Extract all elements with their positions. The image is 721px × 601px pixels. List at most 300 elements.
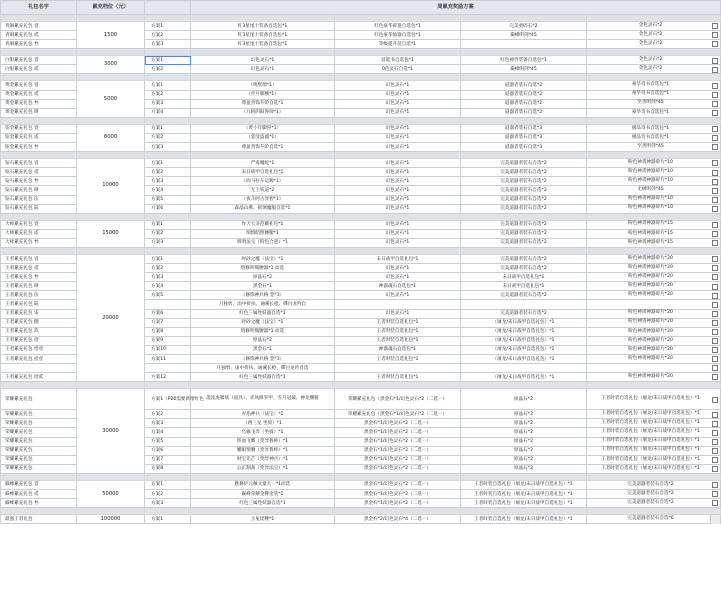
cell-reward-4[interactable]: 完美道器者装石自选*2: [587, 499, 721, 508]
cell-reward-4[interactable]: 完美道器者装石自选*6: [587, 515, 721, 524]
cell-package-name[interactable]: 钻石累充礼包 叁: [1, 177, 77, 186]
cell-reward-4[interactable]: 粉色神霄神器碎片*20: [587, 282, 721, 291]
cell-reward-3[interactable]: （屠龙/末日战甲自选礼包）*1: [461, 373, 587, 382]
separator-cell[interactable]: [1, 213, 77, 220]
separator-cell[interactable]: [461, 74, 587, 81]
separator-cell[interactable]: [461, 152, 587, 159]
cell-amount[interactable]: 50000: [77, 480, 145, 507]
cell-reward-4[interactable]: 王者时装自选礼包（屠龙/末日战甲自选礼包）*1: [587, 428, 721, 437]
cell-plan[interactable]: 方案3: [145, 499, 191, 508]
cell-plan[interactable]: 方案2: [145, 90, 191, 99]
separator-cell[interactable]: [191, 382, 335, 389]
cell-package-name[interactable]: 青铜累充礼包 壹: [1, 22, 77, 31]
cell-package-name[interactable]: 荣耀累充礼包: [1, 464, 77, 473]
cell-reward-2[interactable]: 幻色灵石*1: [335, 220, 461, 229]
checkbox[interactable]: [712, 92, 718, 98]
cell-package-name[interactable]: 王者累充礼包 陆: [1, 300, 77, 309]
separator-cell[interactable]: [587, 247, 721, 254]
cell-plan[interactable]: 方案1: [145, 515, 191, 524]
cell-reward-3[interactable]: 原晶石*2: [461, 389, 587, 410]
cell-reward-3[interactable]: （屠龙/末日战甲自选礼包）*1: [461, 336, 587, 345]
cell-reward-3[interactable]: 王者时装自选礼包（屠龙/末日战甲自选礼包）*1: [461, 515, 587, 524]
cell-plan[interactable]: 方案6: [145, 309, 191, 318]
cell-reward-2[interactable]: 末日战甲自选礼包*1: [335, 254, 461, 263]
separator-cell[interactable]: [191, 508, 335, 515]
cell-reward-4[interactable]: 王者时装自选礼包（屠龙/末日战甲自选礼包）*1: [587, 464, 721, 473]
cell-reward-1[interactable]: （修炼神兵格 金*1）: [191, 355, 335, 364]
cell-plan[interactable]: 方案2: [145, 264, 191, 273]
cell-reward-1[interactable]: 原晶石*2: [191, 273, 335, 282]
cell-reward-3[interactable]: 完美道器者装石自选*2: [461, 291, 587, 300]
checkbox[interactable]: [712, 160, 718, 166]
cell-reward-1[interactable]: 黑金石*1: [191, 282, 335, 291]
checkbox[interactable]: [712, 457, 718, 463]
separator-cell[interactable]: [145, 74, 191, 81]
cell-reward-2[interactable]: 黑金石*1/幻色灵石*2（二选一）: [335, 499, 461, 508]
separator-cell[interactable]: [191, 473, 335, 480]
cell-reward-4[interactable]: 粉色神霄神器碎片*20: [587, 264, 721, 273]
checkbox[interactable]: [712, 135, 718, 141]
cell-reward-4[interactable]: 粉色神霄神器碎片*10: [587, 204, 721, 213]
scrollbar-corner[interactable]: [710, 514, 720, 524]
checkbox[interactable]: [712, 430, 718, 436]
cell-plan[interactable]: 方案4: [145, 282, 191, 291]
cell-plan[interactable]: 方案6: [145, 446, 191, 455]
cell-reward-3[interactable]: 王者时装自选礼包（屠龙/末日战甲自选礼包）*1: [461, 490, 587, 499]
separator-cell[interactable]: [587, 382, 721, 389]
cell-reward-3[interactable]: 原晶石*2: [461, 419, 587, 428]
separator-cell[interactable]: [145, 15, 191, 22]
cell-package-name[interactable]: 王者累充礼包 伍: [1, 291, 77, 300]
cell-reward-1[interactable]: 明明法宝（粉色合意）*1: [191, 238, 335, 247]
cell-amount[interactable]: 3000: [77, 56, 145, 74]
cell-plan[interactable]: 方案5: [145, 195, 191, 204]
cell-reward-4[interactable]: 完美道器者装石自选*2: [587, 480, 721, 489]
separator-cell[interactable]: [587, 15, 721, 22]
cell-reward-1[interactable]: 无上妖道*2: [191, 186, 335, 195]
separator-cell[interactable]: [145, 247, 191, 254]
cell-reward-2[interactable]: 幻色灵石*1: [335, 177, 461, 186]
cell-reward-1[interactable]: 原晶石*2: [191, 336, 335, 345]
separator-cell[interactable]: [1, 152, 77, 159]
checkbox[interactable]: [712, 188, 718, 194]
cell-plan[interactable]: 方案2: [145, 490, 191, 499]
cell-reward-2[interactable]: 黑金石*1/幻色灵石*2（二选一）: [335, 419, 461, 428]
cell-reward-2[interactable]: 黑金石*1/幻色灵石*2（二选一）: [335, 490, 461, 499]
cell-reward-1[interactable]: （步月肺腰*1）: [191, 90, 335, 99]
cell-reward-3[interactable]: 完美道器者装石自选*2: [461, 186, 587, 195]
cell-plan[interactable]: 方案7: [145, 318, 191, 327]
separator-cell[interactable]: [191, 49, 335, 56]
cell-package-name[interactable]: 荣耀累充礼包: [1, 389, 77, 410]
cell-reward-1[interactable]: 财宝光芒（变异神兵）*1: [191, 455, 335, 464]
checkbox[interactable]: [712, 365, 718, 371]
cell-package-name[interactable]: 王者累充礼包 肆: [1, 282, 77, 291]
checkbox[interactable]: [712, 491, 718, 497]
cell-plan[interactable]: 方案1: [145, 480, 191, 489]
cell-reward-2[interactable]: 荣耀累充礼包（黑金石*1/幻色灵石*2（二选一）: [335, 410, 461, 419]
cell-package-name[interactable]: 铂金累充礼包 贰: [1, 133, 77, 142]
separator-cell[interactable]: [191, 152, 335, 159]
checkbox[interactable]: [712, 222, 718, 228]
cell-reward-4[interactable]: 王者时装自选礼包（屠龙/末日战甲自选礼包）*1: [587, 437, 721, 446]
separator-cell[interactable]: [77, 508, 145, 515]
cell-plan[interactable]: 方案3: [145, 177, 191, 186]
cell-package-name[interactable]: 最强王者礼包: [1, 515, 77, 524]
separator-cell[interactable]: [461, 213, 587, 220]
checkbox[interactable]: [712, 500, 718, 506]
cell-reward-4[interactable]: 粉色神霄神器碎片*15: [587, 220, 721, 229]
cell-reward-2[interactable]: 幻色灵石*1: [335, 204, 461, 213]
cell-package-name[interactable]: 钻石累充礼包 陆: [1, 204, 77, 213]
cell-reward-3[interactable]: 完美道器者装石自选*2: [461, 195, 587, 204]
cell-reward-1[interactable]: （而马拉车运嗨*1）: [191, 177, 335, 186]
cell-reward-2[interactable]: [335, 364, 461, 373]
cell-reward-4[interactable]: 至善明剑*45: [587, 99, 721, 108]
checkbox[interactable]: [712, 466, 718, 472]
cell-package-name[interactable]: 黄金累充礼包 贰: [1, 90, 77, 99]
cell-reward-4[interactable]: [587, 300, 721, 309]
cell-reward-2[interactable]: 0色灵石自选*1: [335, 65, 461, 74]
cell-reward-1[interactable]: 玉兔瑶腰*1: [191, 515, 335, 524]
cell-reward-3[interactable]: 原晶石*2: [461, 455, 587, 464]
checkbox[interactable]: [712, 374, 718, 380]
cell-reward-2[interactable]: 王者时装自选礼包*1: [335, 373, 461, 382]
cell-package-name[interactable]: 白银累充礼包 壹: [1, 56, 77, 65]
separator-cell[interactable]: [335, 247, 461, 254]
cell-reward-2[interactable]: 黑金石*1/幻色灵石*2（二选一）: [335, 428, 461, 437]
cell-reward-3[interactable]: 原晶石*2: [461, 464, 587, 473]
cell-reward-4[interactable]: 极品奇书自选包*1: [587, 133, 721, 142]
checkbox[interactable]: [712, 23, 718, 29]
separator-cell[interactable]: [461, 117, 587, 124]
cell-plan[interactable]: 方案4: [145, 108, 191, 117]
separator-cell[interactable]: [191, 213, 335, 220]
checkbox[interactable]: [712, 311, 718, 317]
separator-cell[interactable]: [587, 473, 721, 480]
checkbox[interactable]: [712, 240, 718, 246]
cell-reward-1[interactable]: 熔修明熊腰器*1 而选: [191, 327, 335, 336]
cell-reward-3[interactable]: 完美道器者装石自选*2: [461, 177, 587, 186]
cell-reward-4[interactable]: 豪华奇书自选包*1: [587, 81, 721, 90]
cell-reward-2[interactable]: 幻色灵石*1: [335, 309, 461, 318]
cell-plan[interactable]: 方案5: [145, 437, 191, 446]
cell-package-name[interactable]: 青铜累充礼包 贰: [1, 31, 77, 40]
separator-cell[interactable]: [145, 117, 191, 124]
separator-cell[interactable]: [77, 117, 145, 124]
cell-reward-4[interactable]: 粉色神霄神器碎片*10: [587, 177, 721, 186]
cell-plan[interactable]: 方案4: [145, 428, 191, 437]
cell-reward-1[interactable]: 混沌虎啸妖（道具）、赤风修罗甲、雪月冠披、神龙腰履: [191, 389, 335, 410]
cell-reward-2[interactable]: 幻色灵石*1: [335, 168, 461, 177]
cell-reward-2[interactable]: 幻色灵石*1: [335, 90, 461, 99]
cell-reward-1[interactable]: （九转阴阳鲁师*1）: [191, 108, 335, 117]
cell-reward-2[interactable]: 幻色灵石*1: [335, 238, 461, 247]
cell-reward-3[interactable]: 完美道器者装石自选*2: [461, 159, 587, 168]
cell-reward-2[interactable]: 幻色灵石*1: [335, 159, 461, 168]
cell-reward-2[interactable]: 王者时装自选礼包*1: [335, 327, 461, 336]
cell-plan[interactable]: 方案2: [145, 168, 191, 177]
cell-reward-3[interactable]: 完美道器者装石自选*2: [461, 309, 587, 318]
separator-cell[interactable]: [335, 152, 461, 159]
cell-package-name[interactable]: 巅峰累充礼包 叁: [1, 499, 77, 508]
cell-reward-4[interactable]: 豪华奇书自选包*1: [587, 90, 721, 99]
checkbox[interactable]: [712, 293, 718, 299]
cell-plan[interactable]: 方案3: [145, 143, 191, 152]
cell-plan[interactable]: 方案2: [145, 410, 191, 419]
cell-reward-3[interactable]: 王者时装自选礼包（屠龙/末日战甲自选礼包）*1: [461, 499, 587, 508]
cell-reward-1[interactable]: 幻色灵石*1: [191, 65, 335, 74]
cell-package-name[interactable]: 荣耀累充礼包: [1, 446, 77, 455]
separator-cell[interactable]: [1, 74, 77, 81]
cell-reward-4[interactable]: 粉色神霄神器碎片*10: [587, 168, 721, 177]
separator-cell[interactable]: [145, 382, 191, 389]
cell-reward-2[interactable]: 黑金石*1/幻色灵石*2（二选一）: [335, 446, 461, 455]
cell-reward-3[interactable]: 原晶石*2: [461, 446, 587, 455]
cell-reward-2[interactable]: 幻色灵石*1: [335, 229, 461, 238]
checkbox[interactable]: [712, 274, 718, 280]
separator-cell[interactable]: [1, 382, 77, 389]
cell-plan[interactable]: 方案2: [145, 31, 191, 40]
cell-reward-4[interactable]: 至善明剑*45: [587, 143, 721, 152]
cell-reward-2[interactable]: 神器魂石自选包*1: [335, 345, 461, 354]
cell-reward-1[interactable]: 月独剪、雨中折扶、通溪长枪、碟目龙吟自选: [191, 364, 335, 373]
separator-cell[interactable]: [145, 49, 191, 56]
separator-cell[interactable]: [587, 117, 721, 124]
cell-reward-1[interactable]: 末日战甲自选礼包*1: [191, 168, 335, 177]
cell-reward-2[interactable]: 等级提升苗自选*1: [335, 40, 461, 49]
cell-package-name[interactable]: 钻石累充礼包 贰: [1, 168, 77, 177]
separator-cell[interactable]: [587, 152, 721, 159]
cell-package-name[interactable]: 王者累充礼包 壹: [1, 254, 77, 263]
cell-package-name[interactable]: 荣耀累充礼包: [1, 428, 77, 437]
cell-reward-3[interactable]: 末日战甲自选礼包*1: [461, 282, 587, 291]
cell-package-name[interactable]: 王者累充礼包 拾贰: [1, 373, 77, 382]
cell-reward-4[interactable]: 粉色神霄神器碎片*10: [587, 159, 721, 168]
cell-reward-2[interactable]: 幻色灵石*1: [335, 143, 461, 152]
cell-reward-1[interactable]: 跌修炉元佩文童大一*1而选: [191, 480, 335, 489]
cell-reward-1[interactable]: 时砂之魔（法宝）*1: [191, 318, 335, 327]
checkbox[interactable]: [712, 448, 718, 454]
cell-reward-3[interactable]: （屠龙/末日战甲自选礼包）*1: [461, 355, 587, 364]
checkbox[interactable]: [712, 197, 718, 203]
separator-cell[interactable]: [587, 49, 721, 56]
separator-cell[interactable]: [77, 74, 145, 81]
header-name[interactable]: 礼包名字: [1, 1, 77, 15]
cell-reward-1[interactable]: 黑金石*1: [191, 345, 335, 354]
cell-package-name[interactable]: 荣耀累充礼包: [1, 455, 77, 464]
separator-cell[interactable]: [461, 508, 587, 515]
cell-reward-4[interactable]: 完美道器者装石自选*2: [587, 490, 721, 499]
cell-reward-2[interactable]: 黑金石*2/幻色灵石*4（二选一）: [335, 515, 461, 524]
cell-reward-1[interactable]: 乌骓飞奔（坐骑）*1: [191, 428, 335, 437]
cell-reward-3[interactable]: 红色神兽装备自选包*1: [461, 56, 587, 65]
checkbox[interactable]: [712, 256, 718, 262]
separator-cell[interactable]: [77, 473, 145, 480]
cell-reward-1[interactable]: （修炼神兵格 金*1）: [191, 291, 335, 300]
cell-package-name[interactable]: 钻石累充礼包 伍: [1, 195, 77, 204]
cell-plan[interactable]: 方案1: [145, 254, 191, 263]
cell-amount[interactable]: 15000: [77, 220, 145, 247]
cell-package-name[interactable]: [1, 364, 77, 373]
cell-plan[interactable]: 方案3: [145, 99, 191, 108]
separator-cell[interactable]: [461, 49, 587, 56]
checkbox[interactable]: [712, 439, 718, 445]
cell-package-name[interactable]: 王者累充礼包 拾壹: [1, 345, 77, 354]
checkbox[interactable]: [712, 83, 718, 89]
checkbox[interactable]: [712, 421, 718, 427]
separator-cell[interactable]: [335, 473, 461, 480]
cell-reward-3[interactable]: 巅峰明剑*45: [461, 31, 587, 40]
cell-reward-4[interactable]: 金色灵石*2: [587, 65, 721, 74]
cell-reward-3[interactable]: （屠龙/末日战甲自选礼包）*1: [461, 345, 587, 354]
separator-cell[interactable]: [145, 152, 191, 159]
cell-package-name[interactable]: 荣耀累充礼包: [1, 437, 77, 446]
cell-package-name[interactable]: 荣耀累充礼包: [1, 419, 77, 428]
cell-plan[interactable]: 方案3: [145, 238, 191, 247]
cell-package-name[interactable]: 王者累充礼包 玖: [1, 327, 77, 336]
cell-plan[interactable]: 方案1（P20需要新增红色: [145, 389, 191, 410]
cell-plan[interactable]: 方案5: [145, 291, 191, 300]
cell-package-name[interactable]: 王者累充礼包 拾: [1, 336, 77, 345]
cell-reward-3[interactable]: 道器者装石自选*3: [461, 133, 587, 142]
cell-reward-2[interactable]: 幻色灵石*1: [335, 81, 461, 90]
header-plan[interactable]: [145, 1, 191, 15]
cell-reward-1[interactable]: 赤焰神兵（法宝）*1: [191, 410, 335, 419]
cell-reward-1[interactable]: 作天大圣范耀礼包*1: [191, 220, 335, 229]
cell-reward-4[interactable]: 粉色神霄神器碎片*20: [587, 309, 721, 318]
cell-plan[interactable]: 方案2: [145, 133, 191, 142]
checkbox[interactable]: [712, 412, 718, 418]
cell-package-name[interactable]: 王者累充礼包 柒: [1, 309, 77, 318]
cell-reward-3[interactable]: 完美道器者装石自选*2: [461, 220, 587, 229]
cell-amount[interactable]: 100000: [77, 515, 145, 524]
cell-reward-4[interactable]: 金色灵石*2: [587, 31, 721, 40]
cell-reward-1[interactable]: 时砂之魔（法宝）*1: [191, 254, 335, 263]
cell-package-name[interactable]: 钻石累充礼包 肆: [1, 186, 77, 195]
cell-reward-2[interactable]: 红色豪华碎遗自选包*1: [335, 22, 461, 31]
checkbox[interactable]: [712, 101, 718, 107]
checkbox[interactable]: [712, 329, 718, 335]
cell-amount[interactable]: 30000: [77, 389, 145, 474]
checkbox[interactable]: [712, 170, 718, 176]
checkbox[interactable]: [712, 67, 718, 73]
cell-reward-3[interactable]: 完美道器者装石自选*2: [461, 238, 587, 247]
cell-package-name[interactable]: 王者累充礼包 贰: [1, 264, 77, 273]
checkbox[interactable]: [712, 320, 718, 326]
cell-reward-4[interactable]: 粉色神霄神器碎片*20: [587, 355, 721, 364]
separator-cell[interactable]: [335, 74, 461, 81]
cell-reward-2[interactable]: 幻色灵石*1: [335, 264, 461, 273]
separator-cell[interactable]: [587, 74, 721, 81]
cell-plan[interactable]: 方案1: [145, 81, 191, 90]
cell-reward-4[interactable]: 王者时装自选礼包（屠龙/末日战甲自选礼包）*1: [587, 389, 721, 410]
checkbox[interactable]: [712, 144, 718, 150]
cell-package-name[interactable]: 黄金累充礼包 壹: [1, 81, 77, 90]
checkbox[interactable]: [712, 206, 718, 212]
separator-cell[interactable]: [77, 15, 145, 22]
cell-package-name[interactable]: 巅峰累充礼包 壹: [1, 480, 77, 489]
cell-reward-2[interactable]: 黑金石*1/幻色灵石*2（二选一）: [335, 480, 461, 489]
cell-reward-2[interactable]: 黑金石*1/幻色灵石*2（二选一）: [335, 464, 461, 473]
cell-reward-3[interactable]: 完美重碎石*2: [461, 22, 587, 31]
cell-reward-1[interactable]: 红色三属性妖器自选*1: [191, 309, 335, 318]
cell-reward-1[interactable]: （恶受盗器*1）: [191, 133, 335, 142]
checkbox[interactable]: [712, 347, 718, 353]
checkbox[interactable]: [712, 58, 718, 64]
separator-cell[interactable]: [77, 152, 145, 159]
cell-package-name[interactable]: 铂金累充礼包 叁: [1, 143, 77, 152]
cell-reward-1[interactable]: 月独剪、雨中折扶、通溪长枪、碟目龙吟自: [191, 300, 335, 309]
cell-reward-2[interactable]: 幻色灵石*1: [335, 195, 461, 204]
cell-plan[interactable]: 方案6: [145, 204, 191, 213]
cell-reward-1[interactable]: 睡眼瑞腰（变异鲁师）*1: [191, 446, 335, 455]
cell-plan[interactable]: 方案1: [145, 56, 191, 65]
cell-reward-4[interactable]: 王者时装自选礼包（屠龙/末日战甲自选礼包）*1: [587, 419, 721, 428]
cell-package-name[interactable]: 王者累充礼包 拾壹: [1, 355, 77, 364]
checkbox[interactable]: [712, 338, 718, 344]
separator-cell[interactable]: [1, 247, 77, 254]
cell-reward-1[interactable]: （鸣壁瑞*1）: [191, 81, 335, 90]
cell-reward-3[interactable]: 原晶石*2: [461, 437, 587, 446]
cell-package-name[interactable]: 钻石累充礼包 壹: [1, 159, 77, 168]
cell-amount[interactable]: 10000: [77, 159, 145, 214]
cell-reward-3[interactable]: 原晶石*2: [461, 410, 587, 419]
cell-reward-3[interactable]: [461, 40, 587, 49]
separator-cell[interactable]: [1, 508, 77, 515]
cell-amount[interactable]: 5000: [77, 81, 145, 117]
separator-cell[interactable]: [1, 15, 77, 22]
cell-reward-4[interactable]: 粉色神霄神器碎片*20: [587, 336, 721, 345]
separator-cell[interactable]: [335, 15, 461, 22]
separator-cell[interactable]: [587, 213, 721, 220]
cell-reward-1[interactable]: 红色三属性妖器自选*1: [191, 373, 335, 382]
cell-reward-2[interactable]: 幻色灵石*1: [335, 133, 461, 142]
checkbox[interactable]: [712, 302, 718, 308]
checkbox[interactable]: [712, 356, 718, 362]
cell-plan[interactable]: 方案3: [145, 40, 191, 49]
cell-reward-2[interactable]: 王者时装自选礼包*1: [335, 318, 461, 327]
cell-amount[interactable]: 20000: [77, 254, 145, 381]
cell-reward-3[interactable]: 末日战甲自选礼包*1: [461, 273, 587, 282]
cell-reward-4[interactable]: 豪华奇书自选包*1: [587, 108, 721, 117]
separator-cell[interactable]: [145, 213, 191, 220]
cell-plan[interactable]: 方案1: [145, 159, 191, 168]
cell-reward-1[interactable]: 巅峰荣耀金牌金装*1: [191, 490, 335, 499]
cell-plan[interactable]: 方案8: [145, 327, 191, 336]
cell-reward-4[interactable]: 金色灵石*2: [587, 56, 721, 65]
cell-reward-3[interactable]: 完美道器者装石自选*2: [461, 168, 587, 177]
separator-cell[interactable]: [1, 117, 77, 124]
cell-plan[interactable]: 方案4: [145, 186, 191, 195]
cell-reward-2[interactable]: [335, 300, 461, 309]
checkbox[interactable]: [712, 179, 718, 185]
cell-package-name[interactable]: 黄金累充礼包 肆: [1, 108, 77, 117]
cell-reward-4[interactable]: 粉色神霄神器碎片*20: [587, 373, 721, 382]
cell-reward-4[interactable]: 金色灵石*2: [587, 40, 721, 49]
cell-reward-3[interactable]: 完美道器者装石自选*2: [461, 229, 587, 238]
cell-reward-3[interactable]: 原晶石*2: [461, 428, 587, 437]
cell-reward-3[interactable]: 道器者装石自选*3: [461, 124, 587, 133]
cell-reward-1[interactable]: 瑞慎昭照腰腿*1: [191, 229, 335, 238]
separator-cell[interactable]: [145, 508, 191, 515]
cell-reward-1[interactable]: 公正制裁（变异法宝）*1: [191, 464, 335, 473]
cell-reward-4[interactable]: [587, 364, 721, 373]
checkbox[interactable]: [712, 41, 718, 47]
checkbox[interactable]: [712, 32, 718, 38]
checkbox[interactable]: [712, 126, 718, 132]
cell-reward-1[interactable]: 幻色灵石*1: [191, 56, 335, 65]
